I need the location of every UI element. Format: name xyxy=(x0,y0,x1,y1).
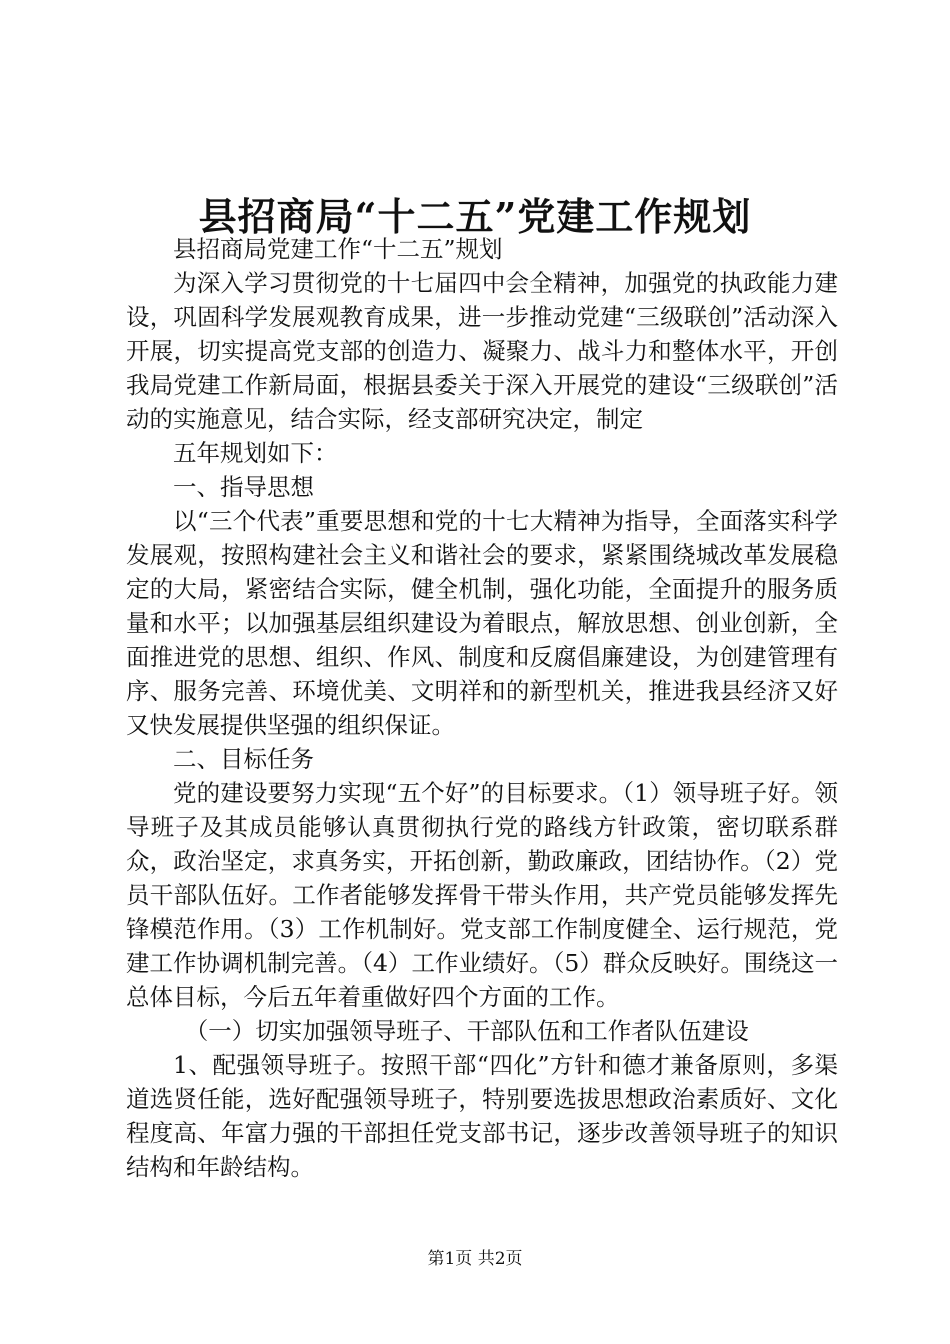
document-title: 县招商局“十二五”党建工作规划 xyxy=(198,194,752,239)
section-heading-goals: 二、目标任务 xyxy=(173,745,314,773)
document-body xyxy=(126,232,838,1184)
guiding-thought-paragraph: 以“三个代表”重要思想和党的十七大精神为指导，全面落实科学发展观，按照构建社会主义和谐社会的要求，紧紧围绕城改革发展稳定的大局，紧密结合实际，健全机制，强化功能，全面提升的服务质量和水平；以加强基层组织建设为着眼点，解放思想、创业创新，全面推进党的思想、组织、作风、制度和反腐倡廉建设，为创建管理有序、服务完善、环境优美、文明祥和的新型机关，推进我县经济又好又快发展提供坚强的组织保证。 xyxy=(126,507,838,739)
goals-paragraph: 党的建设要努力实现“五个好”的目标要求。（1）领导班子好。领导班子及其成员能够认真贯彻执行党的路线方针政策，密切联系群众，政治坚定，求真务实，开拓创新，勤政廉政，团结协作。（2）党员干部队伍好。工作者能够发挥骨干带头作用，共产党员能够发挥先锋模范作用。（3）工作机制好。党支部工作制度健全、运行规范，党建工作协调机制完善。（4）工作业绩好。（5）群众反映好。围绕这一总体目标，今后五年着重做好四个方面的工作。 xyxy=(126,779,838,1011)
section-heading-guiding-thought: 一、指导思想 xyxy=(173,473,314,501)
subtitle-paragraph: 县招商局党建工作“十二五”规划 xyxy=(173,235,503,263)
intro-paragraph: 为深入学习贯彻党的十七届四中会全精神，加强党的执政能力建设，巩固科学发展观教育成果，进一步推动党建“三级联创”活动深入开展，切实提高党支部的创造力、凝聚力、战斗力和整体水平，开创我局党建工作新局面，根据县委关于深入开展党的建设“三级联创”活动的实施意见，结合实际，经支部研究决定，制定 xyxy=(126,269,838,433)
intro-continuation-paragraph: 五年规划如下： xyxy=(173,439,338,467)
subsection-heading-leadership: （一）切实加强领导班子、干部队伍和工作者队伍建设 xyxy=(184,1017,749,1045)
leadership-paragraph: 1、配强领导班子。按照干部“四化”方针和德才兼备原则，多渠道选贤任能，选好配强领导班子，特别要选拔思想政治素质好、文化程度高、年富力强的干部担任党支部书记，逐步改善领导班子的知识结构和年龄结构。 xyxy=(126,1051,838,1181)
page-footer: 第1页 共2页 xyxy=(427,1249,523,1269)
